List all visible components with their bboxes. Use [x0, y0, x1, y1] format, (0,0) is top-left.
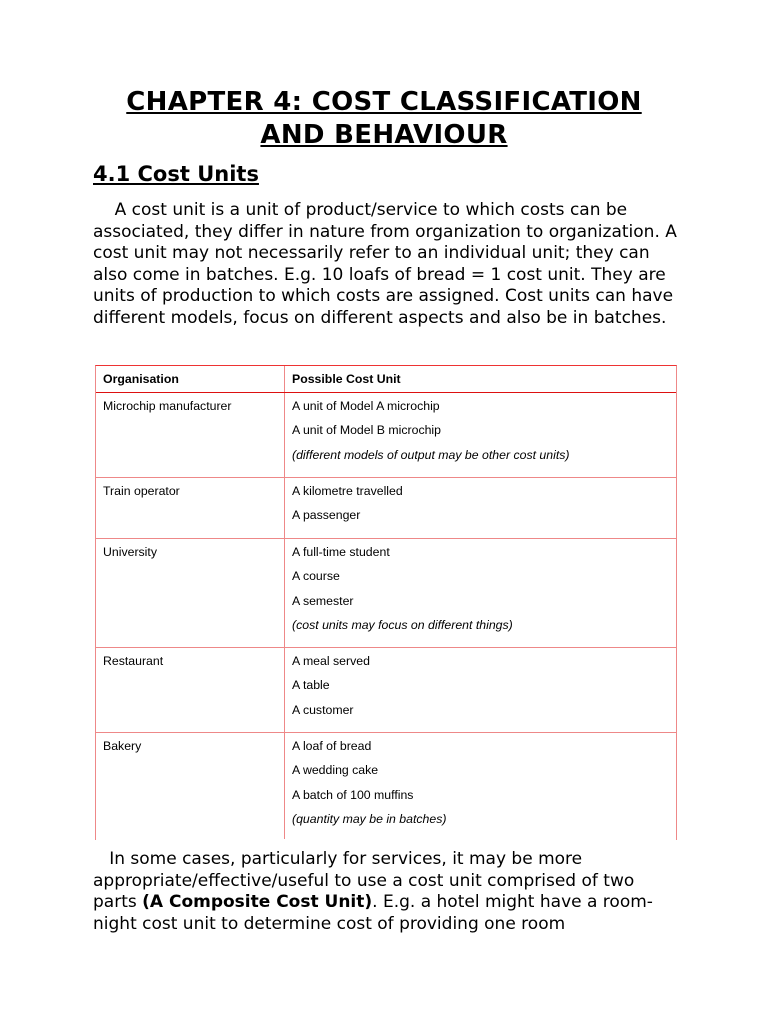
- chapter-title: [0, 86, 768, 152]
- organisation-cell: Train operator: [96, 478, 285, 538]
- cost-unit-cell: [285, 478, 676, 538]
- cost-unit-cell: [285, 733, 676, 839]
- cost-unit-cell: [285, 539, 676, 647]
- chapter-title-line: CHAPTER 4: COST CLASSIFICATION: [126, 87, 642, 117]
- table-row: [96, 733, 676, 839]
- section-heading: 4.1 Cost Units: [93, 162, 259, 186]
- cost-unit-item: A table: [292, 678, 330, 693]
- cost-unit-note: (cost units may focus on different things): [292, 618, 513, 633]
- cost-unit-table: [95, 365, 677, 840]
- cost-unit-item: A wedding cake: [292, 763, 379, 778]
- cost-unit-cell: [285, 393, 676, 477]
- organisation-cell: Restaurant: [96, 648, 285, 732]
- paragraph-cost-unit-definition: A cost unit is a unit of product/service to which costs can be associated, they differ in nature from organization to organization. A cost unit may not necessarily refer to an individual unit; they can also come in batches. E.g. 10 loafs of bread = 1 cost unit. They are units of production to which costs are assigned. Cost units can have different models, focus on different aspects and also be in batches.: [93, 200, 677, 328]
- paragraph-text: . E.g. a hotel might have a room-night cost unit to determine cost of providing one room: [93, 892, 653, 934]
- paragraph-text: In some cases, particularly for services, it may be more appropriate/effective/useful to use a cost unit comprised of two parts: [93, 849, 635, 913]
- cost-unit-item: A unit of Model A microchip: [292, 399, 440, 413]
- cost-unit-item: A kilometre travelled: [292, 484, 403, 498]
- cost-unit-note: (quantity may be in batches): [292, 812, 447, 827]
- paragraph-composite-cost-unit: [93, 849, 683, 935]
- header-organisation: Organisation: [96, 366, 285, 392]
- chapter-title-line: AND BEHAVIOUR: [260, 120, 508, 150]
- header-possible-cost-unit: Possible Cost Unit: [292, 372, 401, 386]
- cost-unit-item: A batch of 100 muffins: [292, 787, 414, 802]
- cost-unit-item: A loaf of bread: [292, 739, 372, 753]
- cost-unit-note: (different models of output may be other cost units): [292, 447, 570, 462]
- table-header-row: [96, 366, 676, 393]
- organisation-cell: Microchip manufacturer: [96, 393, 285, 477]
- cost-unit-item: A full-time student: [292, 545, 390, 559]
- cost-unit-item: A course: [292, 569, 340, 584]
- table-row: [96, 539, 676, 648]
- cost-unit-item: A unit of Model B microchip: [292, 423, 441, 438]
- table-row: [96, 393, 676, 478]
- cost-unit-item: A semester: [292, 593, 354, 608]
- cost-unit-item: A customer: [292, 702, 354, 717]
- organisation-cell: University: [96, 539, 285, 647]
- cost-unit-cell: [285, 648, 676, 732]
- organisation-cell: Bakery: [96, 733, 285, 839]
- table-row: [96, 648, 676, 733]
- composite-cost-unit-term: (A Composite Cost Unit): [142, 892, 373, 913]
- cost-unit-item: A meal served: [292, 654, 370, 668]
- table-row: [96, 478, 676, 539]
- cost-unit-item: A passenger: [292, 508, 361, 523]
